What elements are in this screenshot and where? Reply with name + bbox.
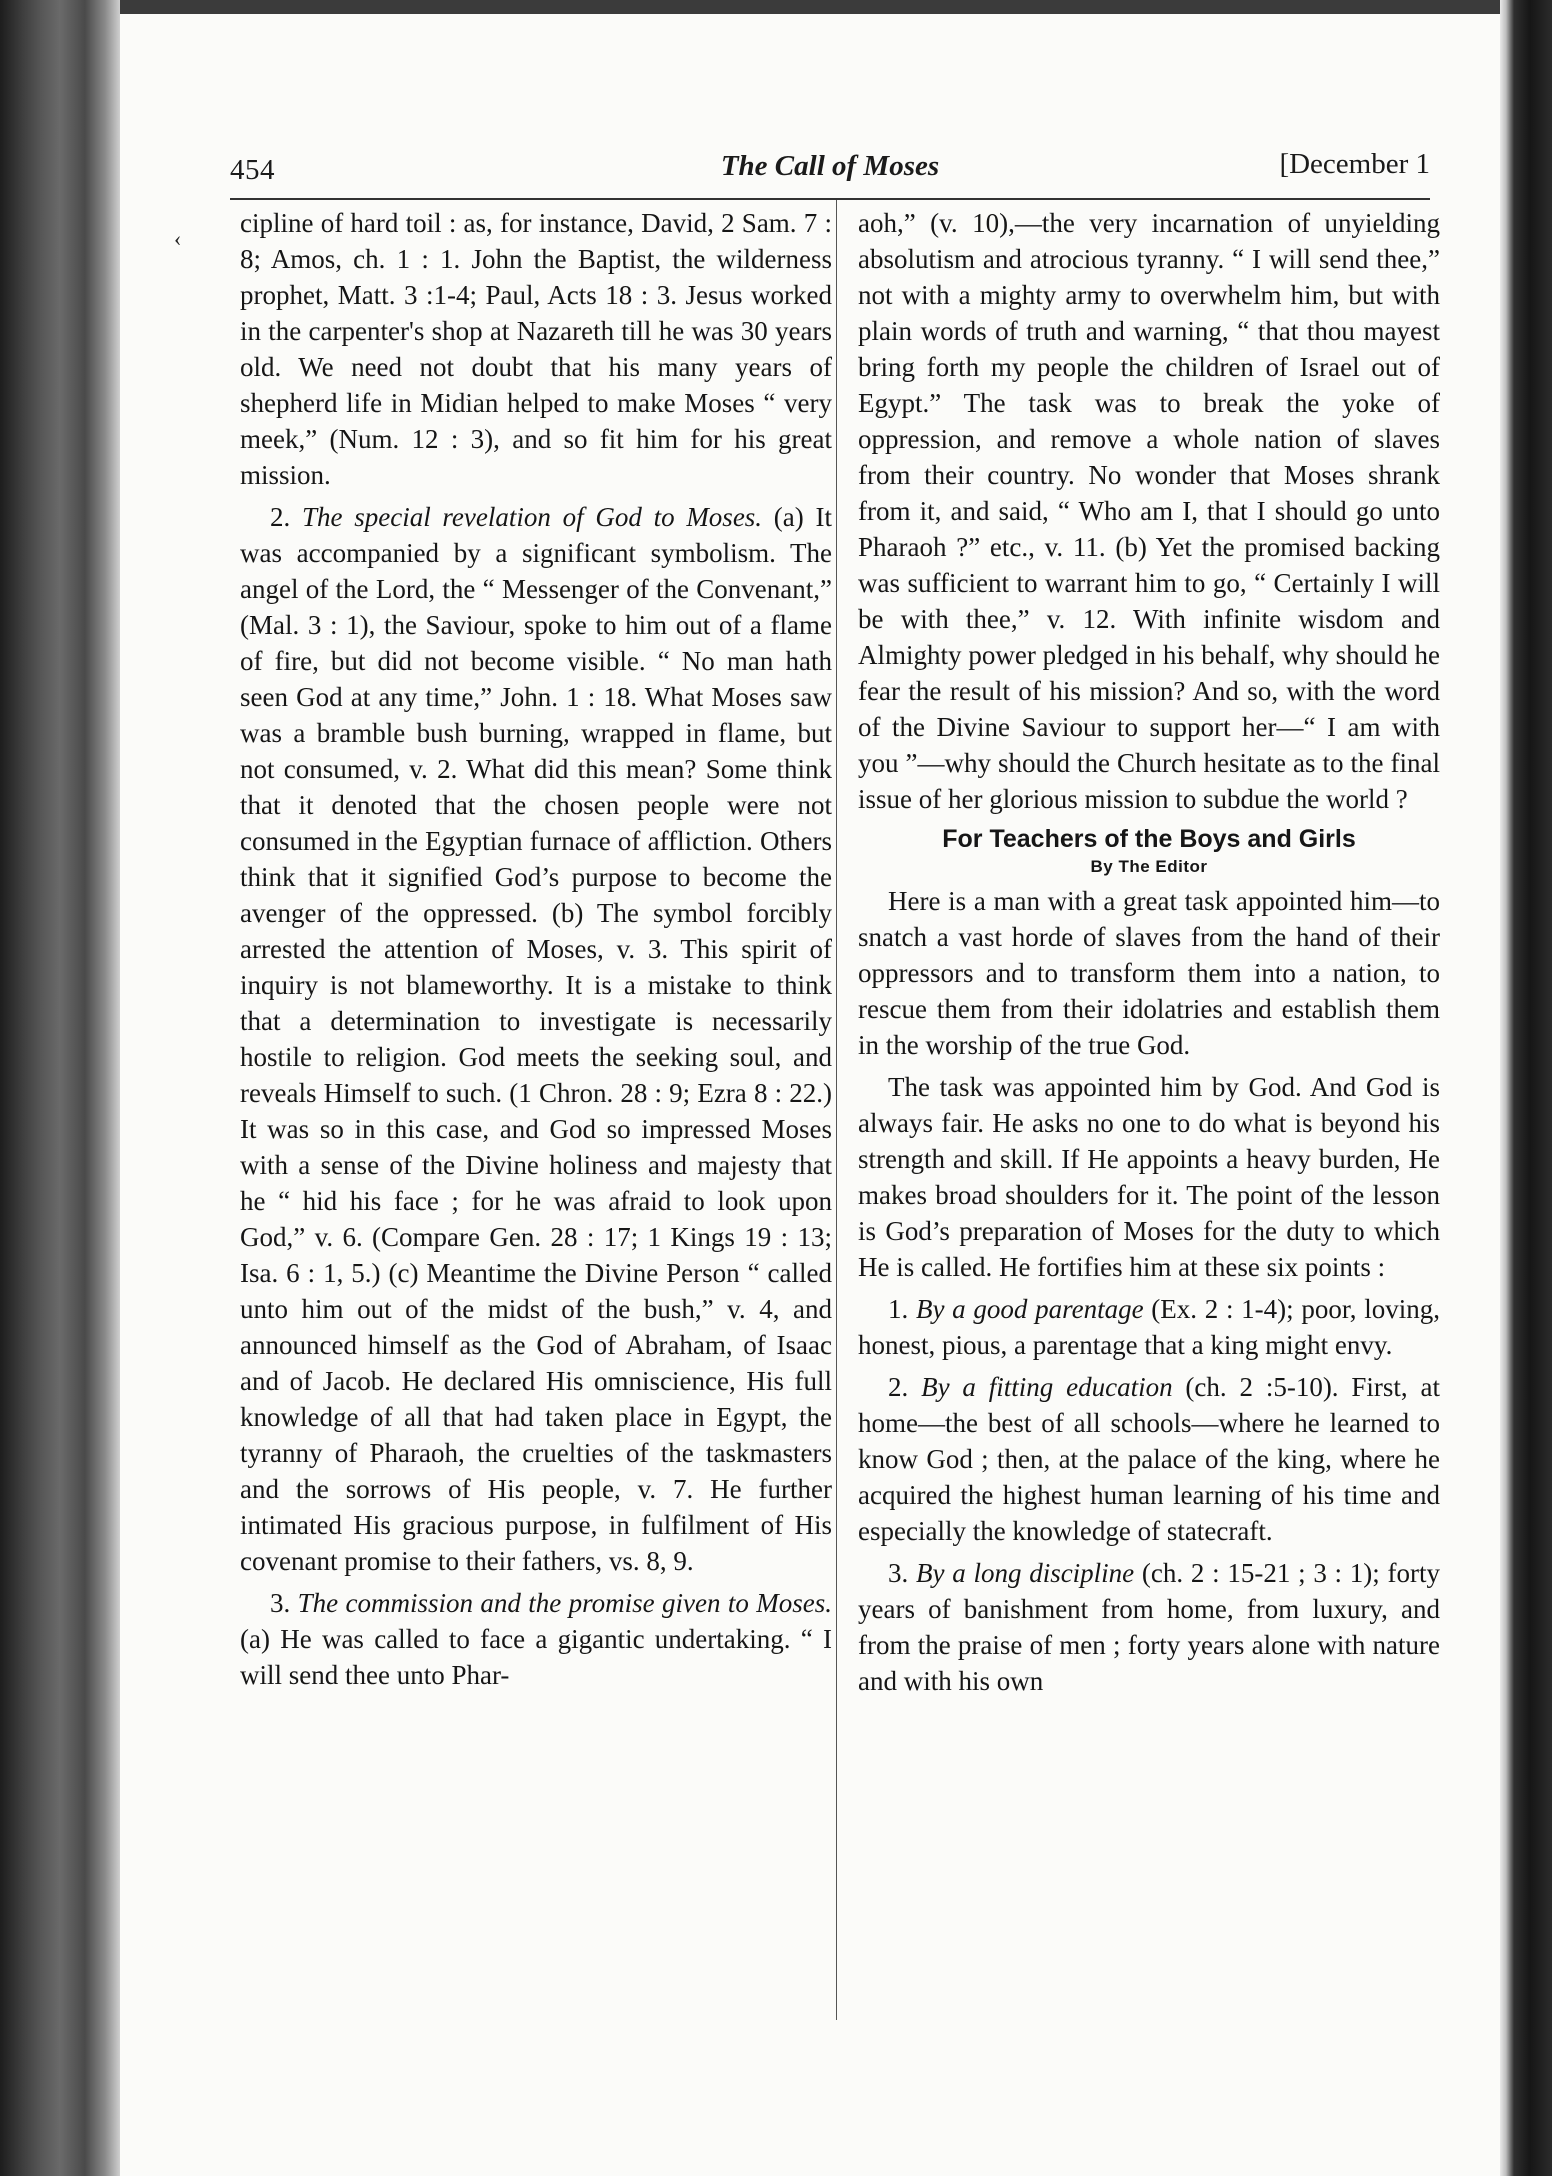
paragraph-body: (ch. 2 :5-10). First, at home—the best of all schools—where he learned to know God ; then, at the palace of the king, where he acquired the highest human learning of his time and especially the knowledge of statecraft. (858, 1372, 1440, 1546)
paragraph: The task was appointed him by God. And God is always fair. He asks no one to do what is beyond his strength and skill. If He appoints a heavy burden, He makes broad shoulders for it. The point of the lesson is God’s preparation of Moses for the duty to which He is called. He fortifies him at these six points : (858, 1072, 1440, 1282)
book-binding-left (0, 0, 120, 2176)
paragraph: Here is a man with a great task appointed him—to snatch a vast horde of slaves from the hand of their oppressors and to transform them into a nation, to rescue them from their idolatries and establish them in the worship of the true God. (858, 886, 1440, 1060)
right-column (858, 205, 1440, 1705)
section-heading: For Teachers of the Boys and Girls (942, 825, 1356, 853)
paragraph-number: 2. (888, 1372, 909, 1402)
paragraph: aoh,” (v. 10),—the very incarnation of unyielding absolutism and atrocious tyranny. “ I will send thee,” not with a mighty army to overwhelm him, but with plain words of truth and warning, “ that thou mayest bring forth my people the children of Israel out of Egypt.” The task was to break the yoke of oppression, and remove a whole nation of slaves from their country. No wonder that Moses shrank from it, and said, “ Who am I, that I should go unto Pharaoh ?” etc., v. 11. (b) Yet the promised backing was sufficient to warrant him to go, “ Certainly I will be with thee,” v. 12. With infinite wisdom and Almighty power pledged in his behalf, why should he fear the result of his mission? And so, with the word of the Divine Saviour to support her—“ I am with you ”—why should the Church hesitate as to the final issue of her glorious mission to subdue the world ? (858, 208, 1440, 814)
paragraph (240, 499, 832, 1579)
point-title: By a good parentage (915, 1294, 1144, 1324)
section-title: The special revelation of God to Moses. (301, 502, 763, 532)
issue-date: [December 1 (1279, 148, 1430, 180)
section-title: The commission and the promise given to Moses. (297, 1588, 832, 1618)
byline: By The Editor (1090, 857, 1208, 876)
running-title: The Call of Moses (720, 150, 940, 182)
paragraph (858, 1555, 1440, 1699)
paragraph-body: (Ex. 2 : 1-4); poor, loving, honest, pious, a parentage that a king might envy. (858, 1294, 1441, 1360)
scan-top-edge (0, 0, 1552, 14)
paragraph (858, 1369, 1440, 1549)
paragraph-number: 1. (888, 1294, 909, 1324)
header-rule (230, 198, 1430, 200)
paragraph-number: 3. (888, 1558, 909, 1588)
point-title: By a long discipline (916, 1558, 1135, 1588)
book-binding-right (1500, 0, 1552, 2176)
paragraph-number: 3. (270, 1588, 291, 1618)
paragraph-number: 2. (270, 502, 291, 532)
page-header (230, 140, 1430, 190)
paragraph: cipline of hard toil : as, for instance, David, 2 Sam. 7 : 8; Amos, ch. 1 : 1. John the Baptist, the wilderness prophet, Matt. 3 :1-4; Paul, Acts 18 : 3. Jesus worked in the carpenter's shop at Nazareth till he was 30 years old. We need not doubt that his many years of shepherd life in Midian helped to make Moses “ very meek,” (Num. 12 : 3), and so fit him for his great mission. (240, 208, 832, 490)
paragraph-body: (a) He was called to face a gigantic undertaking. “ I will send thee unto Phar- (240, 1624, 832, 1690)
paragraph-body: (a) It was accompanied by a significant symbolism. The angel of the Lord, the “ Messenger of the Convenant,” (Mal. 3 : 1), the Saviour, spoke to him out of a flame of fire, but did not become visible. “ No man hath seen God at any time,” John. 1 : 18. What Moses saw was a bramble bush burning, wrapped in flame, but not consumed, v. 2. What did this mean? Some think that it denoted that the chosen people were not consumed in the Egyptian furnace of affliction. Others think that it signified God’s purpose to become the avenger of the oppressed. (b) The symbol forcibly arrested the attention of Moses, v. 3. This spirit of inquiry is not blameworthy. It is a mistake to think that a determination to investigate is necessarily hostile to religion. God meets the seeking soul, and reveals Himself to such. (1 Chron. 28 : 9; Ezra 8 : 22.) It was so in this case, and God so impressed Moses with a sense of the Divine holiness and majesty that he “ hid his face ; for he was afraid to look upon God,” v. 6. (Compare Gen. 28 : 17; 1 Kings 19 : 13; Isa. 6 : 1, 5.) (c) Meantime the Divine Person “ called unto him out of the midst of the bush,” v. 4, and announced himself as the God of Abraham, of Isaac and of Jacob. He declared His omniscience, His full knowledge of all that had taken place in Egypt, the tyranny of Pharaoh, the cruelties of the taskmasters and the sorrows of His people, v. 7. He further intimated His gracious purpose, in fulfilment of His covenant promise to their fathers, vs. 8, 9. (240, 502, 832, 1576)
paragraph (240, 1585, 832, 1693)
page-number: 454 (230, 154, 275, 186)
margin-mark: ‹ (174, 226, 182, 251)
paragraph-body: (ch. 2 : 15-21 ; 3 : 1); forty years of banishment from home, from luxury, and from the praise of men ; forty years alone with nature and with his own (858, 1558, 1441, 1696)
point-title: By a fitting education (921, 1372, 1173, 1402)
paragraph (858, 1291, 1440, 1363)
column-divider (836, 200, 837, 2020)
left-column (240, 205, 832, 1699)
